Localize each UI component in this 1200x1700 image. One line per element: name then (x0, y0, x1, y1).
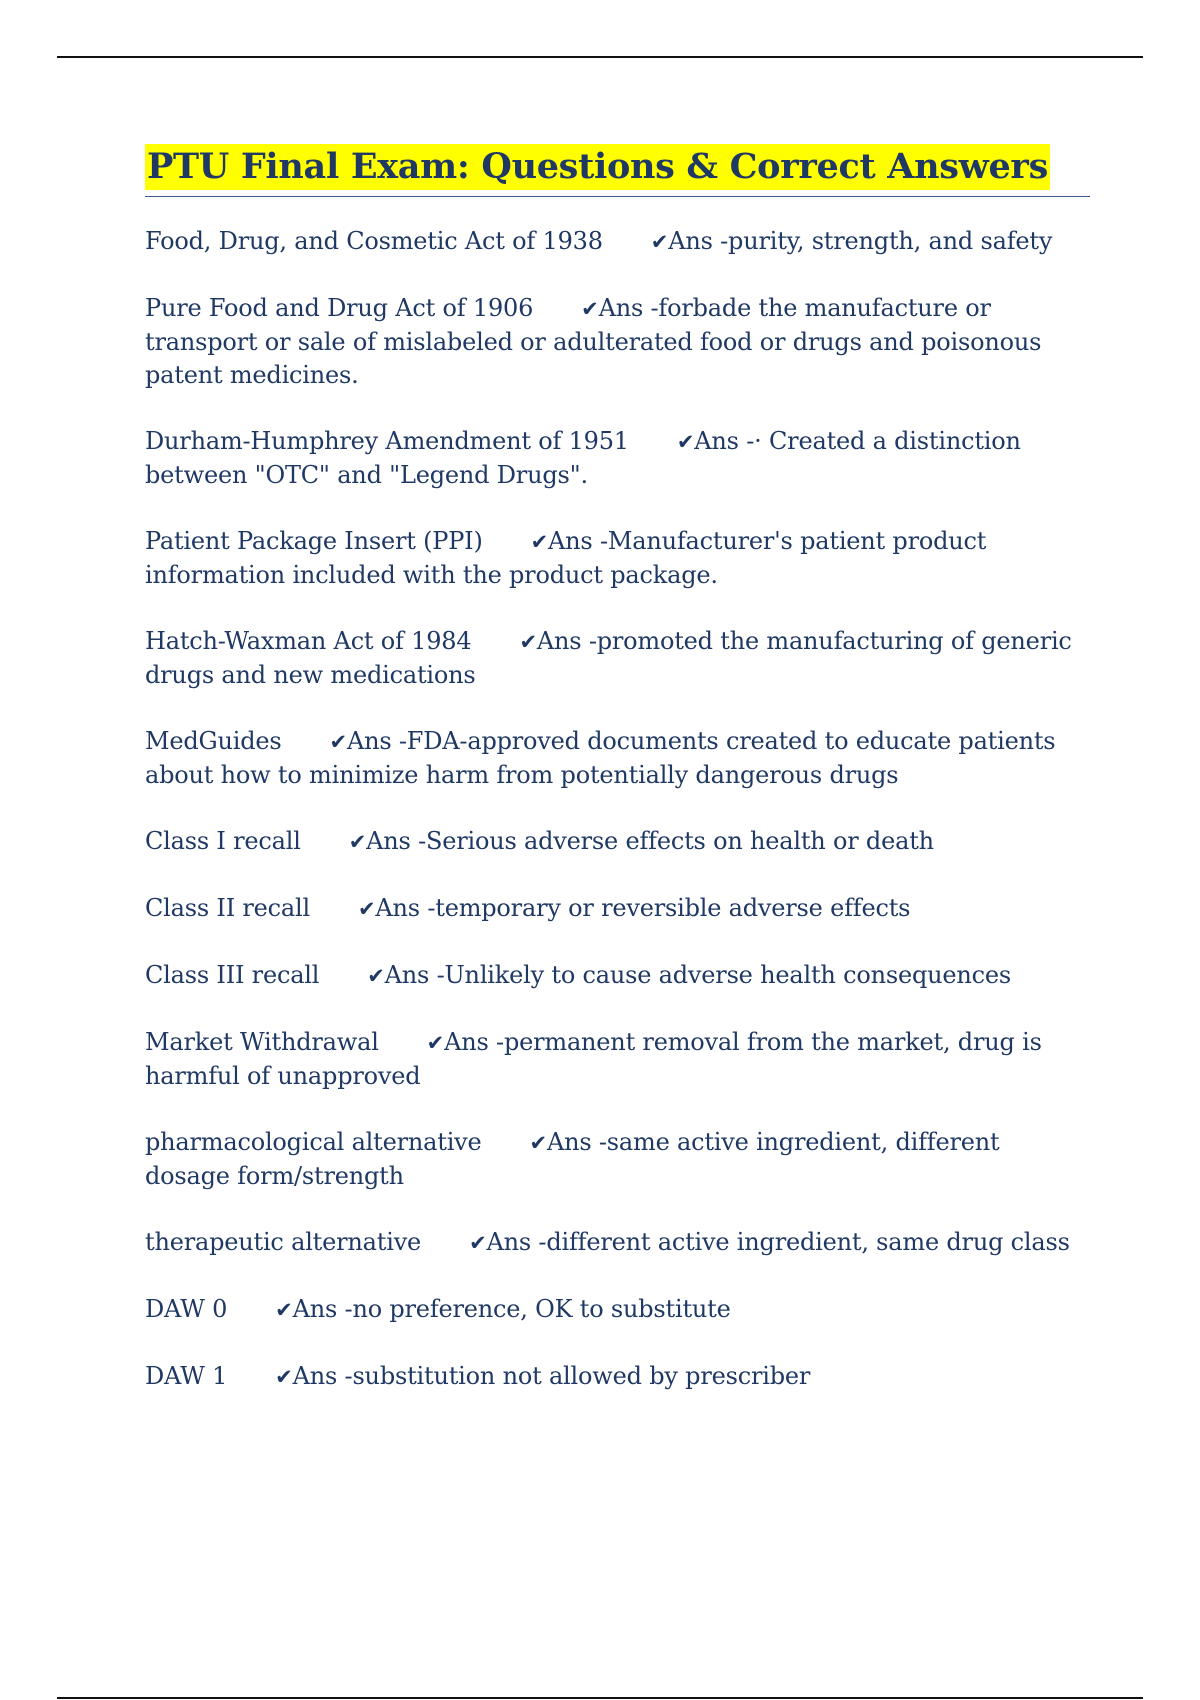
checkmark-icon: ✔ (530, 530, 549, 554)
answer-label: Ans (546, 1128, 592, 1156)
question-term: Class II recall (145, 894, 310, 922)
answer-text: -no preference, OK to substitute (344, 1295, 731, 1323)
qa-item (145, 1293, 1090, 1327)
answer-label: Ans (346, 727, 392, 755)
question-term: Food, Drug, and Cosmetic Act of 1938 (145, 227, 603, 255)
answer-text: -forbade the manufacture or transport or sale of mislabeled or adulterated food or drugs and poisonous patent medicines. (145, 294, 1042, 389)
answer-label: Ans (694, 427, 739, 455)
answer-text: -temporary or reversible adverse effects (427, 894, 911, 922)
page-title: PTU Final Exam: Questions & Correct Answers (145, 144, 1050, 190)
question-term: Market Withdrawal (145, 1028, 379, 1056)
answer-text: -Unlikely to cause adverse health consequences (436, 961, 1011, 989)
answer-label: Ans (668, 227, 713, 255)
qa-item (145, 625, 1090, 692)
answer-label: Ans (548, 527, 593, 555)
answer-label: Ans (444, 1028, 489, 1056)
answer-text: -Manufacturer's patient product information included with the product package. (145, 527, 987, 589)
qa-item (145, 959, 1090, 993)
qa-item (145, 725, 1090, 792)
question-term: pharmacological alternative (145, 1128, 482, 1156)
qa-item (145, 225, 1090, 259)
checkmark-icon: ✔ (367, 964, 385, 988)
qa-item (145, 525, 1090, 592)
checkmark-icon: ✔ (676, 430, 695, 454)
answer-label: Ans (292, 1295, 338, 1323)
qa-item (145, 1026, 1090, 1093)
checkmark-icon: ✔ (357, 897, 376, 921)
answer-text: -different active ingredient, same drug class (538, 1228, 1070, 1256)
answer-label: Ans (536, 627, 582, 655)
qa-item (145, 892, 1090, 926)
qa-item (145, 1360, 1090, 1394)
header-rule (57, 56, 1143, 58)
answer-label: Ans (292, 1362, 338, 1390)
checkmark-icon: ✔ (650, 230, 669, 254)
answer-text: -Serious adverse effects on health or death (418, 827, 934, 855)
qa-item (145, 1126, 1090, 1193)
answer-text: -promoted the manufacturing of generic drugs and new medications (145, 627, 1072, 689)
checkmark-icon: ✔ (469, 1231, 487, 1255)
question-term: Patient Package Insert (PPI) (145, 527, 483, 555)
question-term: MedGuides (145, 727, 282, 755)
checkmark-icon: ✔ (329, 730, 347, 754)
question-term: Pure Food and Drug Act of 1906 (145, 294, 534, 322)
question-term: Class I recall (145, 827, 301, 855)
question-term: DAW 0 (145, 1295, 228, 1323)
checkmark-icon: ✔ (529, 1131, 547, 1155)
checkmark-icon: ✔ (275, 1298, 293, 1322)
answer-label: Ans (486, 1228, 531, 1256)
answer-text: -substitution not allowed by prescriber (344, 1362, 811, 1390)
qa-item (145, 292, 1090, 392)
checkmark-icon: ✔ (275, 1365, 293, 1389)
checkmark-icon: ✔ (519, 630, 537, 654)
answer-text: -same active ingredient, different dosage form/strength (145, 1128, 1000, 1190)
checkmark-icon: ✔ (581, 297, 599, 321)
checkmark-icon: ✔ (426, 1031, 445, 1055)
answer-label: Ans (375, 894, 420, 922)
question-term: Class III recall (145, 961, 320, 989)
qa-item (145, 1226, 1090, 1260)
title-block (145, 144, 1090, 197)
answer-label: Ans (366, 827, 411, 855)
answer-text: -permanent removal from the market, drug is harmful of unapproved (145, 1028, 1042, 1090)
answer-text: -FDA-approved documents created to educate patients about how to minimize harm from potentially dangerous drugs (145, 727, 1056, 789)
question-term: Hatch-Waxman Act of 1984 (145, 627, 472, 655)
document-body (145, 144, 1090, 1427)
answer-text: -purity, strength, and safety (720, 227, 1053, 255)
question-term: Durham-Humphrey Amendment of 1951 (145, 427, 629, 455)
footer-rule (57, 1697, 1143, 1699)
qa-list (145, 225, 1090, 1394)
answer-label: Ans (598, 294, 644, 322)
qa-item (145, 425, 1090, 492)
checkmark-icon: ✔ (348, 830, 367, 854)
answer-text: -· Created a distinction between "OTC" and "Legend Drugs". (145, 427, 1021, 489)
answer-label: Ans (384, 961, 430, 989)
qa-item (145, 825, 1090, 859)
question-term: therapeutic alternative (145, 1228, 422, 1256)
question-term: DAW 1 (145, 1362, 228, 1390)
